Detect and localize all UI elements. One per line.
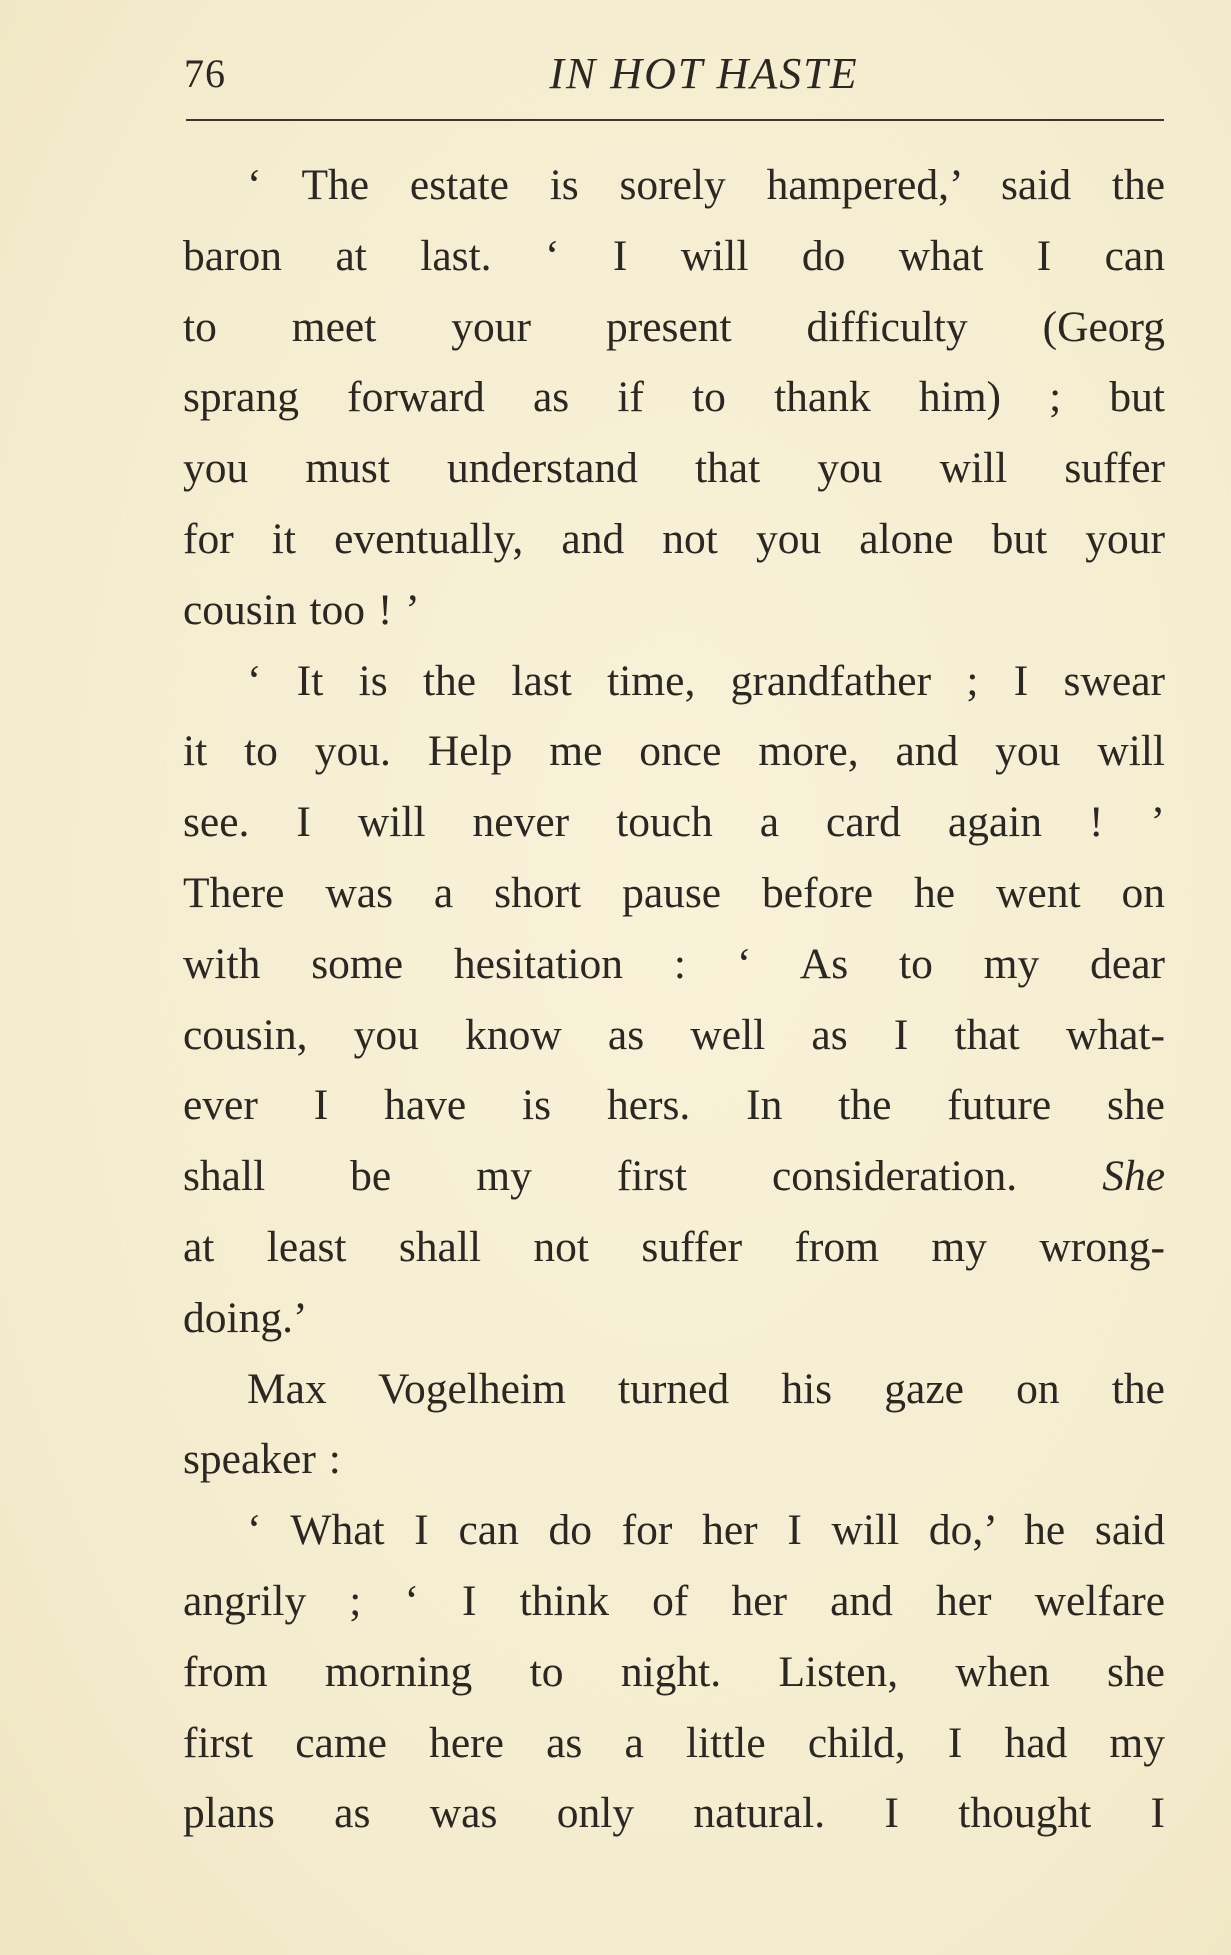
text-line-with-italic: [183, 1141, 1165, 1212]
text-line: sprang forward as if to thank him) ; but: [183, 373, 1165, 422]
text-line: to meet your present difficulty (Georg: [183, 302, 1165, 351]
text-line: from morning to night. Listen, when she: [183, 1647, 1165, 1696]
header-rule: [186, 119, 1164, 121]
text-line: with some hesitation : ‘ As to my dear: [183, 939, 1165, 988]
text-line: ‘ It is the last time, grandfather ; I swear: [247, 656, 1165, 705]
page-number: 76: [184, 51, 226, 96]
text-line: for it eventually, and not you alone but your: [183, 514, 1165, 563]
text-line: doing.’: [183, 1293, 308, 1342]
text-line: Max Vogelheim turned his gaze on the: [247, 1364, 1165, 1413]
text-line: first came here as a little child, I had my: [183, 1718, 1165, 1767]
text-line: at least shall not suffer from my wrong-: [183, 1222, 1165, 1271]
text-line: angrily ; ‘ I think of her and her welfare: [183, 1576, 1165, 1625]
text-line: There was a short pause before he went on: [183, 868, 1165, 917]
text-line: ever I have is hers. In the future she: [183, 1081, 1165, 1130]
text-line: plans as was only natural. I thought I: [183, 1789, 1165, 1838]
text-line: you must understand that you will suffer: [183, 444, 1165, 493]
running-title: IN HOT HASTE: [549, 49, 859, 98]
text-line: it to you. Help me once more, and you will: [183, 727, 1165, 776]
text-line: cousin too ! ’: [183, 585, 420, 634]
body-text: [183, 150, 1165, 1849]
text-line: cousin, you know as well as I that what-: [183, 1010, 1165, 1059]
text-line: ‘ The estate is sorely hampered,’ said the: [247, 161, 1165, 209]
text-line: ‘ What I can do for her I will do,’ he said: [247, 1506, 1165, 1555]
text-line: baron at last. ‘ I will do what I can: [183, 231, 1165, 280]
text-line: see. I will never touch a card again ! ’: [183, 798, 1165, 847]
italic-word: She: [1102, 1152, 1166, 1201]
text-segment: shall be my first consideration.: [183, 1152, 1018, 1201]
running-head: [184, 48, 1164, 108]
text-line: speaker :: [183, 1435, 341, 1484]
